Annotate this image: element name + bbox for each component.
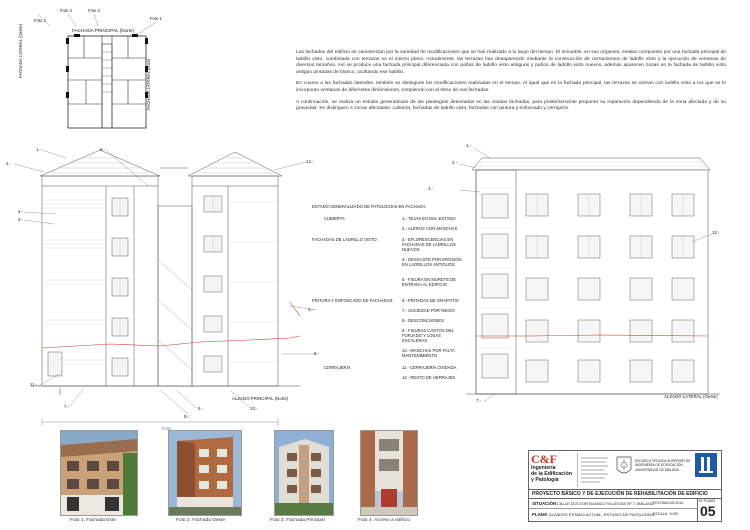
photo-marker: Foto 1 <box>150 16 162 21</box>
legend-zone: PINTURA Y ENFOSCADO DE FACHADAS: <box>312 298 394 303</box>
situacion-value: CALLE DOCTOR BLANCO VILLEGAS Nº 7, MÁLAGA <box>557 501 654 506</box>
description <box>296 50 726 113</box>
sheet-number: 05 <box>700 503 716 519</box>
photo-caption: Foto 1. Fachada Este <box>70 518 116 523</box>
logo-line: de la Edificación <box>531 471 572 477</box>
floor-plan <box>18 8 178 133</box>
callout-label: 1.- <box>36 147 42 152</box>
university-name: UNIVERSIDAD DE MÁLAGA <box>635 468 679 472</box>
side-elevation <box>460 140 750 410</box>
school-logo-icon <box>695 453 717 477</box>
tb-divider <box>529 508 697 509</box>
callout-label: 2.- <box>6 161 12 166</box>
photo-east-facade <box>60 430 138 516</box>
photo-main-facade <box>274 430 334 516</box>
legend-title: ESTADO GENERALIZADO DE PATOLOGÍAS EN FACHADA: <box>312 204 427 209</box>
tb-divider <box>529 489 721 490</box>
pathology-legend <box>312 204 462 380</box>
tb-divider <box>529 498 721 499</box>
callout-label: 7.- <box>476 398 482 403</box>
logo-mark: C&F <box>531 452 557 466</box>
university-seal <box>615 455 633 479</box>
photo-caption: Foto 3. Fachada Principal <box>270 518 325 523</box>
description-paragraph: Las fachadas del edificio se caracterizan por la variedad de modificaciones que se han realizado a lo largo del tiempo. El inmueble, en sus orígenes, estaba compuesto por una fachada principal de ladrillo visto, combinada con terrazas en el mismo plano. Actualmente, las terrazas han desaparecido mediante la construcción de cerramientos de ladrillo visto y la ejecución de ventanas de diversos tamaños. Así se produce una fachada principal diferenciada con paños de ladrillo visto antiguos y paños de ladrillo visto nuevos, además aparecen zonas en la fachada de ladrillo visto antiguo pintadas de blanco, ocultando ese ladrillo. <box>296 50 726 75</box>
escala-label: ESCALA <box>653 512 668 516</box>
photo-building-access <box>360 430 418 516</box>
legend-item: 2.- ALEROS CON MANCHAS <box>402 226 458 231</box>
callout-label: 4.- <box>18 209 24 214</box>
photo-caption: Foto 4. Acceso a edificio <box>358 518 410 523</box>
callout-label: 5.- <box>198 406 204 411</box>
callout-label: 4.- <box>428 186 434 191</box>
legend-item: 12.- RESTO DE HERRAJES <box>402 375 456 380</box>
callout-label: 3.- <box>18 217 24 222</box>
company-logo <box>531 453 575 489</box>
plan-drawing <box>28 8 178 133</box>
photo-west-facade <box>168 430 242 516</box>
photo-marker: Foto 4 <box>88 8 100 13</box>
project-title: PROYECTO BÁSICO Y DE EJECUCIÓN DE REHABILITACIÓN DE EDIFICIO <box>532 491 708 497</box>
photo-marker: Foto 2 <box>34 18 46 23</box>
plano-value: ALZADOS ESTADO ACTUAL. ESTUDIO DE PATOLOGÍAS <box>549 512 655 517</box>
callout-label: 6.- <box>314 351 320 356</box>
legend-item: 10.- MANCHAS POR FALTA MANTENIMIENTO <box>402 348 455 359</box>
legend-item: 1.- TEJAS EN MAL ESTADO <box>402 216 456 221</box>
legend-item: 7.- SUCIEDAD POR RIEGO <box>402 308 455 313</box>
team-block <box>577 453 612 487</box>
description-paragraph: A continuación, se realiza un estudio generalizado de las patologías detectadas en las citadas fachadas, para posteriormente proponer su reparación dependiendo de la zona afectada y de su gravedad. Se distinguen 4 zonas afectadas: cubierta, fachadas de ladrillo visto, fachadas con pintura y enfoscado y cerrajería. <box>296 99 726 112</box>
front-elevation <box>0 140 460 430</box>
legend-item: 4.- DESGASTE POR EROSIÓN EN LADRILLOS ANTIGUOS <box>402 257 462 268</box>
front-elevation-caption: ALZADO PRINCIPAL (Norte) <box>232 396 289 401</box>
side-elevation-caption: ALZADO LATERAL (Oeste) <box>664 394 718 399</box>
situacion-label: SITUACIÓN <box>532 501 557 506</box>
description-paragraph: En cuanto a las fachadas laterales, también se distinguen las modificaciones realizadas en el tiempo. Al igual que en la fachada principal, las terrazas se cierran con ladrillo visto a los que se le incorporan ventanas de diferentes dimensiones, rompiendo con el ritmo de sus fachadas. <box>296 81 726 93</box>
plan-left-label: FACHADA LATERAL (Oeste) <box>18 24 23 78</box>
sheet-number-label: Nº PLANO <box>699 499 716 503</box>
legend-zone: CERRAJERÍA <box>324 365 351 370</box>
callout-label: 12.- <box>306 159 314 164</box>
legend-item: 11.- CERRAJERÍA OXIDADA <box>402 365 457 370</box>
plan-right-label: FACHADA LATERAL (Este) <box>146 58 151 110</box>
legend-item: 9.- FISURAS CANTOS DEL FORJADO Y LOSAS ESCALERAS <box>402 328 454 344</box>
callout-label: 7.- <box>64 404 70 409</box>
escala-value: 1/100 <box>669 512 678 516</box>
logo-line: y Patología <box>531 477 559 483</box>
legend-item: 5.- FISURA EN MURETE DE ENTRADA AL EDIFICIO <box>402 277 456 288</box>
callout-label: 8.- <box>184 414 190 419</box>
callout-label: 1.- <box>466 143 472 148</box>
fecha-value: 03-05-2014 <box>665 501 684 505</box>
fecha-label: FECHA <box>653 501 666 505</box>
team-text-lines <box>578 453 612 487</box>
logo-line: Ingeniería <box>531 465 556 471</box>
school-name: ESCUELA TÉCNICA SUPERIOR DE INGENIERÍA DE EDIFICACIÓN <box>635 459 691 468</box>
callout-label: 9.- <box>100 147 106 152</box>
photo-caption: Foto 2. Fachada Oeste <box>176 518 226 523</box>
plan-title: FACHADA PRINCIPAL (Norte) <box>72 28 135 33</box>
school-logo-badge <box>695 453 717 477</box>
callout-label: 4.- <box>308 307 314 312</box>
legend-item: 3.- EFLORESCENCIAS EN FACHADAS DE LADRILLOS NUEVOS <box>402 237 456 253</box>
legend-item: 8.- DESCONCHONES <box>402 318 444 323</box>
legend-zone: CUBIERTA <box>324 216 345 221</box>
title-block <box>528 450 722 522</box>
plano-label: PLANO <box>532 512 548 517</box>
legend-item: 6.- PINTADAS DE GRAFFITIS <box>402 298 459 303</box>
photo-marker: Foto 3 <box>60 8 72 13</box>
callout-label: 10.- <box>250 406 258 411</box>
callout-label: 12.- <box>712 230 720 235</box>
legend-zone: FACHADAS DE LADRILLO VISTO: <box>312 237 378 242</box>
callout-label: 2.- <box>452 160 458 165</box>
tb-divider <box>697 498 698 521</box>
scale-note: 0.5m <box>162 426 172 431</box>
callout-label: 11.- <box>30 382 38 387</box>
